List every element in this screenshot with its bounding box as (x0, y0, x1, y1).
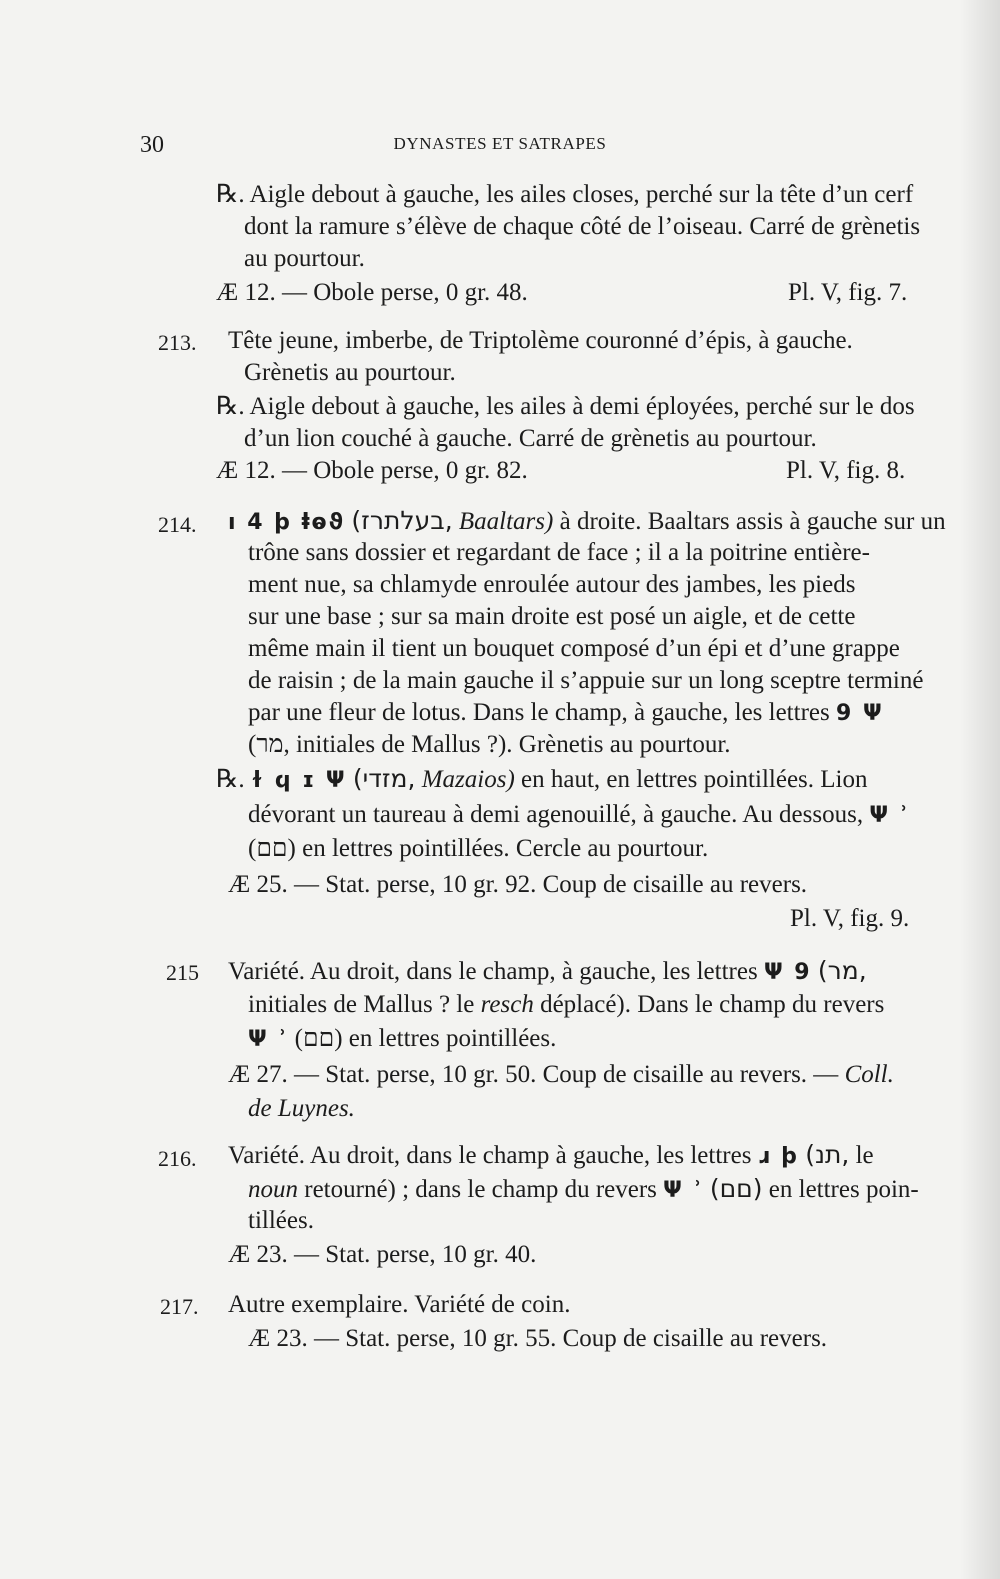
italic-collection: Coll. (844, 1061, 894, 1088)
reverse-mark: ℞. (216, 766, 245, 793)
text-line: de raisin ; de la main gauche il s’appuie sur un long sceptre terminé (248, 667, 924, 694)
plate-ref: Pl. V, fig. 7. (788, 279, 908, 306)
line-text: retourné) ; dans le champ du revers (304, 1176, 657, 1203)
text-line (216, 764, 867, 796)
text-line (248, 1024, 556, 1055)
metal-line: Æ 23. — Stat. perse, 10 gr. 55. Coup de cisaille au revers. (248, 1325, 828, 1352)
phoenician-legend: ı 4 ϸ ⱡⱺϑ (228, 510, 346, 535)
line-text: par une fleur de lotus. Dans le champ, à gauche, les lettres (248, 699, 830, 726)
phoenician-legend: Ψ ʾ (869, 803, 910, 828)
entry-number: 213. (158, 330, 197, 355)
line-text: le (855, 1142, 874, 1169)
line-text: Variété. Au droit, dans le champ, à gauche, les lettres (228, 958, 758, 985)
running-head: DYNASTES ET SATRAPES (393, 134, 607, 153)
text-line: Autre exemplaire. Variété de coin. (228, 1291, 571, 1318)
page-header (0, 128, 1000, 158)
line-text: dévorant un taureau à demi agenouillé, à gauche. Au dessous, (248, 801, 864, 828)
text-line: ℞. Aigle debout à gauche, les ailes closes, perché sur la tête d’un cerf (216, 181, 914, 208)
hebrew-transliteration: (מר, (817, 956, 867, 985)
italic-collection: de Luynes. (248, 1095, 355, 1122)
hebrew-transliteration: (םם) (709, 1174, 763, 1203)
line-text: en haut, en lettres pointillées. Lion (521, 766, 868, 793)
text-line: (םם) en lettres pointillées. Cercle au pourtour. (248, 835, 709, 862)
metal-line: Æ 23. — Stat. perse, 10 gr. 40. (228, 1241, 537, 1268)
line-text: (םם) en lettres pointillées. (294, 1025, 557, 1052)
metal-line: Æ 12. — Obole perse, 0 gr. 82. (216, 457, 528, 484)
line-text: en lettres poin- (768, 1176, 919, 1203)
line-text: Æ 27. — Stat. perse, 10 gr. 50. Coup de cisaille au revers. — (228, 1061, 839, 1088)
phoenician-legend: ɹ ϸ (757, 1144, 799, 1169)
page-number: 30 (140, 132, 164, 158)
entry-number: 214. (158, 512, 197, 537)
text-line (248, 698, 884, 729)
plate-ref: Pl. V, fig. 8. (786, 457, 906, 484)
text-line: au pourtour. (244, 245, 365, 272)
text-line (248, 1094, 355, 1124)
text-line: ment nue, sa chlamyde enroulée autour des jambes, les pieds (248, 571, 856, 598)
gutter-shadow (960, 0, 1000, 1579)
text-line: trône sans dossier et regardant de face ; il a la poitrine entière- (248, 539, 870, 566)
italic-name: Mazaios) (421, 766, 515, 793)
text-line (228, 1140, 874, 1172)
entry-number: 216. (158, 1146, 197, 1171)
phoenician-legend: Ψ ʾ (248, 1027, 289, 1052)
italic-word: resch (480, 991, 534, 1018)
hebrew-transliteration: (מזדי, (352, 764, 416, 793)
text-line (248, 800, 910, 831)
hebrew-transliteration: (בעלתרז, (351, 506, 453, 535)
text-line: tillées. (248, 1207, 314, 1234)
metal-line (228, 1060, 894, 1090)
line-text: Variété. Au droit, dans le champ à gauche, les lettres (228, 1142, 752, 1169)
text-line: Grènetis au pourtour. (244, 359, 456, 386)
text-line (248, 1174, 919, 1206)
italic-name: Baaltars) (458, 508, 554, 535)
text-line: ℞. Aigle debout à gauche, les ailes à demi éployées, perché sur le dos (216, 393, 915, 420)
italic-word: noun (248, 1176, 298, 1203)
text-line (248, 990, 884, 1020)
text-line (228, 956, 867, 988)
entry-number: 215 (166, 960, 199, 985)
text-line: d’un lion couché à gauche. Carré de grènetis au pourtour. (244, 425, 817, 452)
text-line: (מר, initiales de Mallus ?). Grènetis au pourtour. (248, 731, 731, 758)
text-line: Tête jeune, imberbe, de Triptolème couronné d’épis, à gauche. (228, 327, 853, 354)
hebrew-transliteration: (תנ, (805, 1140, 850, 1169)
text-line (228, 506, 946, 538)
line-text: initiales de Mallus ? le (248, 991, 475, 1018)
phoenician-legend: ɫ ϥ ɪ Ψ (250, 768, 347, 793)
phoenician-legend: Ψ ʾ (663, 1178, 704, 1203)
plate-ref: Pl. V, fig. 9. (790, 905, 910, 932)
text-line: même main il tient un bouquet composé d’un épi et d’une grappe (248, 635, 900, 662)
metal-line: Æ 25. — Stat. perse, 10 gr. 92. Coup de cisaille au revers. (228, 871, 808, 898)
entry-number: 217. (160, 1294, 199, 1319)
phoenician-legend: Ψ 9 (763, 960, 812, 985)
line-text: déplacé). Dans le champ du revers (540, 991, 885, 1018)
metal-line: Æ 12. — Obole perse, 0 gr. 48. (216, 279, 528, 306)
phoenician-legend: 9 Ψ (835, 701, 884, 726)
line-text: à droite. Baaltars assis à gauche sur un (559, 508, 946, 535)
text-line: sur une base ; sur sa main droite est posé un aigle, et de cette (248, 603, 856, 630)
text-line: dont la ramure s’élève de chaque côté de l’oiseau. Carré de grènetis (244, 213, 921, 240)
